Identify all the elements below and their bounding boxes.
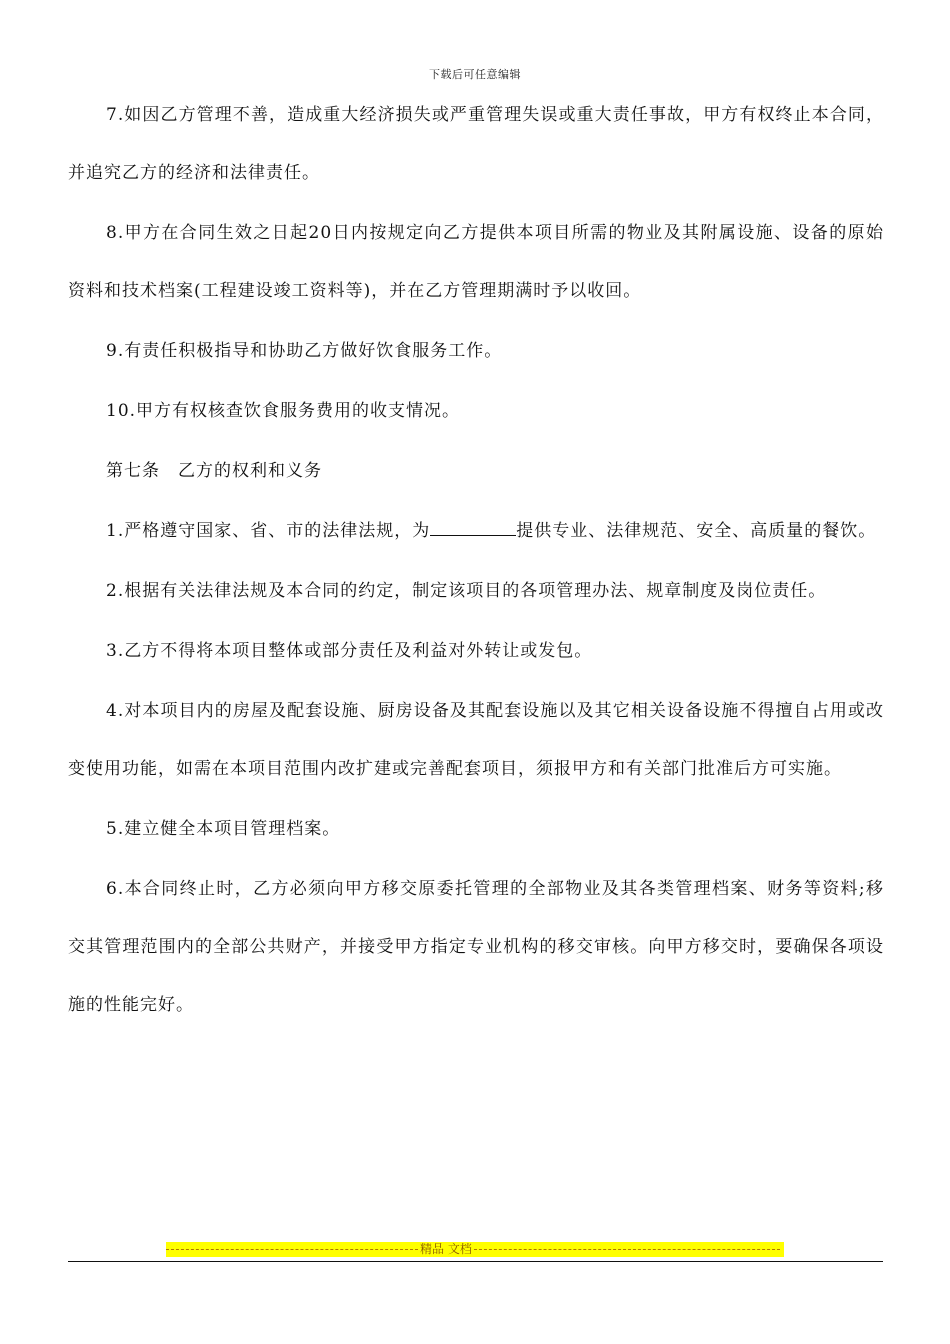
clause-1 xyxy=(68,502,884,560)
clause-1-text-after: 提供专业、法律规范、安全、高质量的餐饮。 xyxy=(516,521,877,541)
clause-4: 4.对本项目内的房屋及配套设施、厨房设备及其配套设施以及其它相关设备设施不得擅自占用或改变使用功能，如需在本项目范围内改扩建或完善配套项目，须报甲方和有关部门批准后方可实施。 xyxy=(68,701,884,779)
clause-2: 2.根据有关法律法规及本合同的约定，制定该项目的各项管理办法、规章制度及岗位责任。 xyxy=(106,581,827,601)
header-note: 下载后可任意编辑 xyxy=(429,68,521,81)
clause-1-text-before: 1.严格遵守国家、省、市的法律法规，为 xyxy=(106,521,431,541)
footer-label: 精品 文档 xyxy=(420,1242,472,1256)
clause-6: 6.本合同终止时，乙方必须向甲方移交原委托管理的全部物业及其各类管理档案、财务等资料;移交其管理范围内的全部公共财产，并接受甲方指定专业机构的移交审核。向甲方移交时，要确保各项设施的性能完好。 xyxy=(68,879,884,1015)
footer-dash-right xyxy=(474,1249,780,1250)
document-body xyxy=(68,86,884,1036)
fill-in-blank xyxy=(430,521,516,536)
clause-3: 3.乙方不得将本项目整体或部分责任及利益对外转让或发包。 xyxy=(106,641,593,661)
footer-highlight-band xyxy=(166,1242,784,1257)
footer-rule xyxy=(68,1261,883,1262)
clause-5: 5.建立健全本项目管理档案。 xyxy=(106,819,341,839)
article-7-heading: 第七条 乙方的权利和义务 xyxy=(106,461,322,481)
paragraph-9: 9.有责任积极指导和协助乙方做好饮食服务工作。 xyxy=(106,341,503,361)
paragraph-7: 7.如因乙方管理不善，造成重大经济损失或严重管理失误或重大责任事故，甲方有权终止本合同，并追究乙方的经济和法律责任。 xyxy=(68,105,884,183)
footer-dash-left xyxy=(166,1249,418,1250)
paragraph-10: 10.甲方有权核查饮食服务费用的收支情况。 xyxy=(106,401,461,421)
paragraph-8: 8.甲方在合同生效之日起20日内按规定向乙方提供本项目所需的物业及其附属设施、设备的原始资料和技术档案(工程建设竣工资料等)，并在乙方管理期满时予以收回。 xyxy=(68,223,884,301)
